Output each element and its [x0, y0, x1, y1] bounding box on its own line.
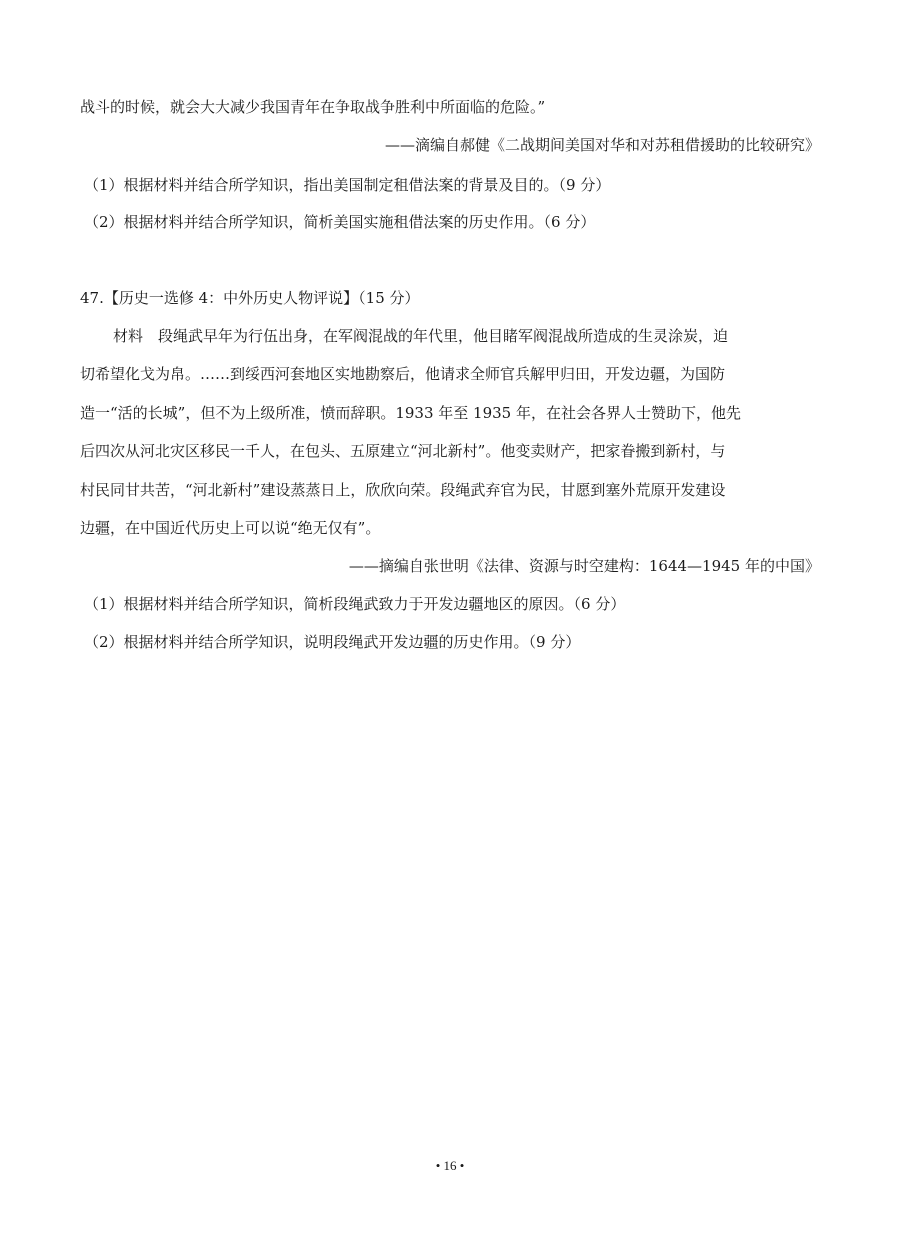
question-47-heading: 47.【历史一选修 4：中外历史人物评说】（15 分） — [80, 289, 420, 307]
material-paragraph-line: 边疆，在中国近代历史上可以说“绝无仅有”。 — [80, 519, 381, 537]
question-46-sub-2: （2）根据材料并结合所学知识，简析美国实施租借法案的历史作用。（6 分） — [84, 213, 596, 231]
material-source: ——滴编自郝健《二战期间美国对华和对苏租借援助的比较研究》 — [384, 136, 820, 154]
material-source: ——摘编自张世明《法律、资源与时空建构：1644—1945 年的中国》 — [348, 557, 820, 575]
material-closing-line: 战斗的时候，就会大大减少我国青年在争取战争胜利中所面临的危险。” — [80, 98, 546, 116]
question-47-sub-2: （2）根据材料并结合所学知识，说明段绳武开发边疆的历史作用。（9 分） — [84, 633, 581, 651]
question-46-sub-1: （1）根据材料并结合所学知识，指出美国制定租借法案的背景及目的。（9 分） — [84, 176, 611, 194]
material-paragraph-line: 后四次从河北灾区移民一千人，在包头、五原建立“河北新村”。他变卖财产，把家眷搬到新村，与 — [80, 442, 726, 460]
material-paragraph-line: 村民同甘共苦，“河北新村”建设蒸蒸日上，欣欣向荣。段绳武弃官为民，甘愿到塞外荒原开发建设 — [80, 481, 726, 499]
material-paragraph-line: 切希望化戈为帛。……到绥西河套地区实地勘察后，他请求全师官兵解甲归田，开发边疆，为国防 — [80, 365, 726, 383]
page-number: • 16 • — [435, 1158, 465, 1173]
question-47-sub-1: （1）根据材料并结合所学知识，简析段绳武致力于开发边疆地区的原因。（6 分） — [84, 595, 626, 613]
material-paragraph-line: 材料 段绳武早年为行伍出身，在军阀混战的年代里，他目睹军阀混战所造成的生灵涂炭，迫 — [113, 327, 729, 345]
material-paragraph-line: 造一“活的长城”，但不为上级所准，愤而辞职。1933 年至 1935 年，在社会各界人士赞助下，他先 — [80, 404, 741, 422]
